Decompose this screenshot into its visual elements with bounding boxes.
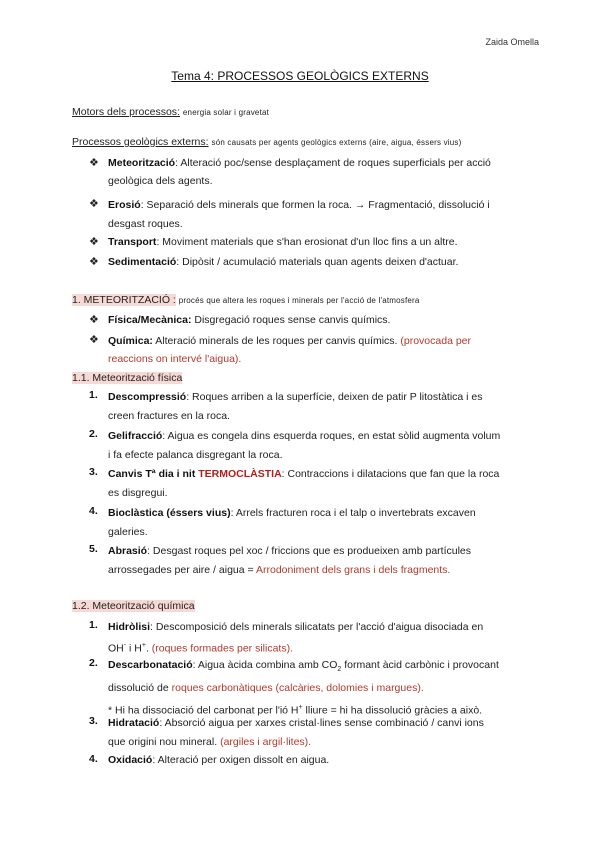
author-name: Zaida Omella xyxy=(485,37,539,47)
item-number: 1. xyxy=(89,389,98,401)
processos-line xyxy=(72,134,461,151)
item-number: 4. xyxy=(89,505,98,517)
diamond-bullet-icon: ❖ xyxy=(89,198,99,210)
motors-text: energia solar i gravetat xyxy=(182,108,270,117)
list-item: Descarbonatació: Aigua àcida combina amb $CO_2$ formant àcid carbònic i provocant dissolució de roques carbonàtiques (calcàries, dolomies i margues). * Hi ha dissociació del carbonat per l'ió H+ lliure = hi ha dissolució gràcies a això. xyxy=(108,659,499,717)
diamond-bullet-icon: ❖ xyxy=(89,314,99,326)
item-number: 3. xyxy=(89,715,98,727)
list-item: Meteorització: Alteració poc/sense desplaçament de roques superficials per acció geològica dels agents. xyxy=(108,157,491,187)
list-item: Física/Mecànica: Disgregació roques sense canvis químics. xyxy=(108,314,391,326)
list-item: Química: Alteració minerals de les roques per canvis químics. (provocada per reaccions on intervé l'aigua). xyxy=(108,335,472,365)
list-item: Sedimentació: Dipòsit / acumulació materials quan agents deixen d'actuar. xyxy=(108,256,459,268)
section-1-1-heading: 1.1. Meteorització física xyxy=(72,372,183,384)
diamond-bullet-icon: ❖ xyxy=(89,236,99,248)
list-item: Hidratació: Absorció aigua per xarxes cristal·lines sense combinació / canvi ions que origini nou mineral. (argiles i argil·lites). xyxy=(108,717,484,748)
list-item: Oxidació: Alteració per oxigen dissolt en aigua. xyxy=(108,754,330,766)
item-number: 1. xyxy=(89,619,98,631)
diamond-bullet-icon: ❖ xyxy=(89,157,99,169)
page-title: Tema 4: PROCESSOS GEOLÒGICS EXTERNS xyxy=(171,69,429,83)
list-item: Bioclàstica (éssers vius): Arrels fracturen roca i el talp o invertebrats excaven galeries. xyxy=(108,507,476,538)
item-number: 2. xyxy=(89,428,98,440)
motors-label: Motors dels processos: xyxy=(72,106,180,118)
list-item: Gelifracció: Aigua es congela dins esquerda roques, en estat sòlid augmenta volum i fa efecte palanca disgregant la roca. xyxy=(108,430,501,461)
list-item: Erosió: Separació dels minerals que formen la roca. → Fragmentació, dissolució i desgast roques. xyxy=(108,199,490,230)
diamond-bullet-icon: ❖ xyxy=(89,334,99,346)
list-item: Canvis Tª dia i nit TERMOCLÀSTIA: Contraccions i dilatacions que fan que la roca es disgregui. xyxy=(108,468,500,499)
processos-text: són causats per agents geològics externs (aire, aigua, éssers vius) xyxy=(211,138,462,147)
processos-label: Processos geològics externs: xyxy=(72,136,209,148)
item-number: 4. xyxy=(89,753,98,765)
list-item: Hidròlisi: Descomposició dels minerals silicatats per l'acció d'aigua disociada en OH- i H+. (roques formades per silicats). xyxy=(108,621,484,654)
section-1-heading: 1. METEORITZACIÓ : procés que altera les roques i minerals per l'acció de l'atmosfera xyxy=(72,294,420,306)
item-number: 5. xyxy=(89,543,98,555)
list-item: Descompressió: Roques arriben a la superfície, deixen de patir P litostàtica i es creen fractures en la roca. xyxy=(108,391,483,422)
item-number: 2. xyxy=(89,657,98,669)
list-item: Abrasió: Desgast roques pel xoc / friccions que es produeixen amb partícules arrossegades per aire / aigua = Arrodoniment dels grans i dels fragments. xyxy=(108,545,472,576)
diamond-bullet-icon: ❖ xyxy=(89,256,99,268)
item-number: 3. xyxy=(89,466,98,478)
section-1-2-heading: 1.2. Meteorització química xyxy=(72,600,195,612)
list-item: Transport: Moviment materials que s'han erosionat d'un lloc fins a un altre. xyxy=(108,236,458,248)
motors-line xyxy=(72,104,269,121)
